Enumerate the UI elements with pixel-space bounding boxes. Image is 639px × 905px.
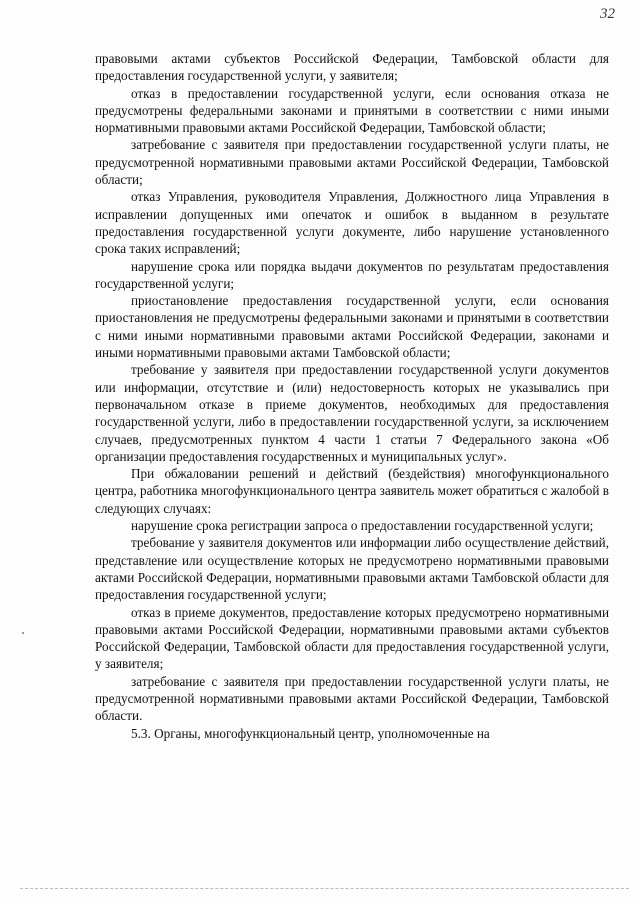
paragraph-correction-refusal: отказ Управления, руководителя Управления, Должностного лица Управления в исправлении допущенных ими опечаток и ошибок в выданном в результате предоставления государственной услуги документе, либо нарушение установленного срока таких исправлений; [95, 189, 609, 257]
paragraph-mfc-acceptance-refusal: отказ в приеме документов, предоставление которых предусмотрено нормативными правовыми актами Российской Федерации, нормативными правовыми актами субъектов Российской Федерации, Тамбовской области для предоставления государственной услуги, у заявителя; [95, 604, 609, 672]
paragraph-mfc-document-requirement: требование у заявителя документов или информации либо осуществление действий, представление или осуществление которых не предусмотрено нормативными правовыми актами Российской Федерации, нормативными правовыми актами Тамбовской области для предоставления государственной услуги; [95, 535, 609, 603]
paragraph-section-5-3: 5.3. Органы, многофункциональный центр, уполномоченные на [131, 725, 490, 741]
paragraph-suspension: приостановление предоставления государственной услуги, если основания приостановления не предусмотрены федеральными законами и принятыми в соответствии с ними иными нормативными правовыми актами Российской Федерации, законами и иными нормативными правовыми актами Тамбовской области; [95, 293, 609, 361]
scan-speck [22, 632, 24, 634]
document-body [95, 50, 609, 742]
paragraph-mfc-fee-demand: затребование с заявителя при предоставлении государственной услуги платы, не предусмотренной нормативными правовыми актами Российской Федерации, Тамбовской области. [95, 673, 609, 724]
paragraph-continuation: правовыми актами субъектов Российской Федерации, Тамбовской области для предоставления государственной услуги, у заявителя; [95, 51, 609, 84]
paragraph-fee-demand: затребование с заявителя при предоставлении государственной услуги платы, не предусмотренной нормативными правовыми актами Российской Федерации, Тамбовской области; [95, 137, 609, 188]
scan-edge-line [20, 888, 629, 889]
paragraph-registration-violation: нарушение срока регистрации запроса о предоставлении государственной услуги; [131, 518, 594, 534]
paragraph-issuance-violation: нарушение срока или порядка выдачи документов по результатам предоставления государственной услуги; [95, 258, 609, 291]
page-number: 32 [600, 6, 615, 22]
paragraph-refusal-grounds: отказ в предоставлении государственной услуги, если основания отказа не предусмотрены федеральными законами и принятыми в соответствии с ними иными нормативными правовыми актами Российской Федерации, Тамбовской области; [95, 85, 609, 136]
paragraph-mfc-appeal-intro: При обжаловании решений и действий (бездействия) многофункционального центра, работника многофункционального центра заявитель может обратиться с жалобой в следующих случаях: [95, 466, 609, 516]
paragraph-document-requirement: требование у заявителя при предоставлении государственной услуги документов или информации, отсутствие и (или) недостоверность которых не указывались при первоначальном отказе в приеме документов, необходимых для предоставления государственной услуги, либо в предоставлении государственной услуги, за исключением случаев, предусмотренных пунктом 4 части 1 статьи 7 Федерального закона «Об организации предоставления государственных и муниципальных услуг». [95, 362, 609, 464]
